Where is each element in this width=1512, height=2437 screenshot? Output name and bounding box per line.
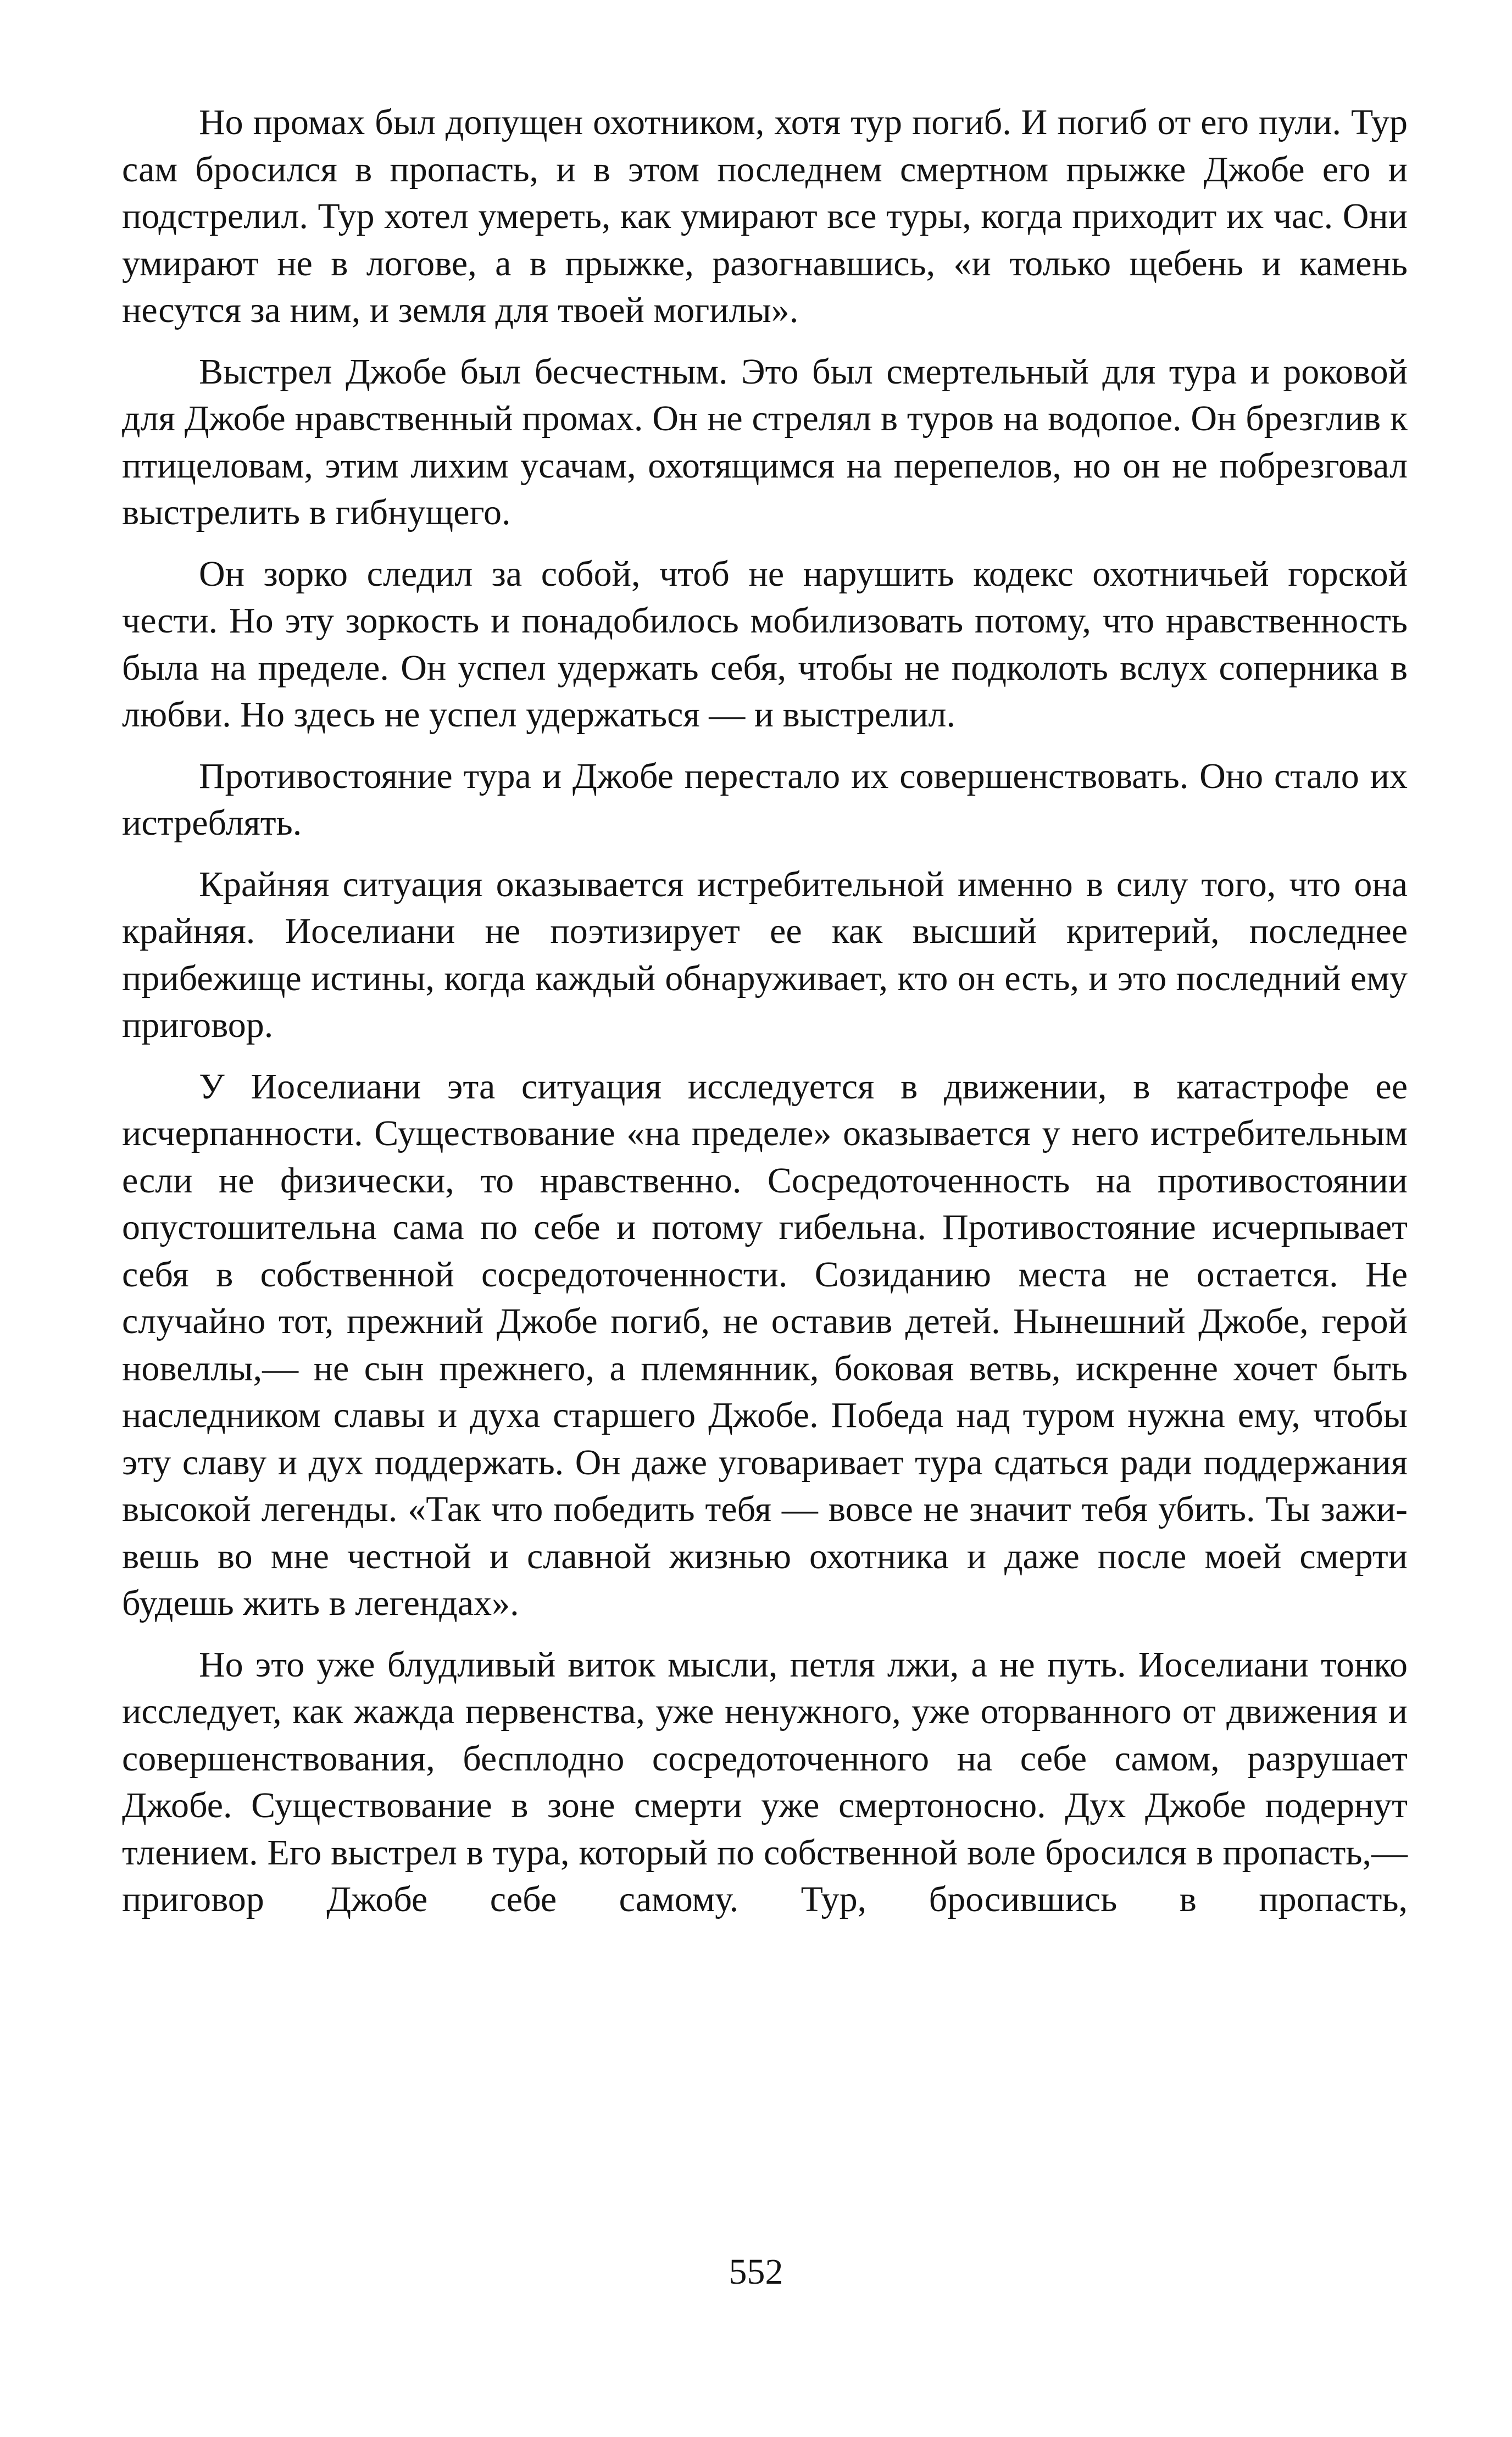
- page-body: [122, 99, 1408, 1938]
- paragraph-2: Выстрел Джобе был бесчестным. Это был смертельный для тура и роковой для Джобе нравственный промах. Он не стрелял в туров на водопое. Он брезглив к птицеловам, этим лихим усачам, охотящимся на перепелов, но он не побрезговал выстрелить в гибнущего.: [122, 351, 1408, 532]
- paragraph-7: Но это уже блудливый виток мысли, петля лжи, а не путь. Иоселиани тонко исследует, как жажда первенства, уже ненужного, уже оторванного от движения и совершенствования, бесплодно сосредоточенного на себе самом, разрушает Джобе. Существование в зоне смерти уже смертоносно. Дух Джобе подернут тлением. Его выстрел в тура, который по собственной воле бросился в пропасть,— приговор Джобе себе самому. Тур, бросившись в пропасть,: [122, 1644, 1408, 1919]
- paragraph-4: Противостояние тура и Джобе перестало их совершенствовать. Оно стало их истреблять.: [122, 756, 1408, 843]
- paragraph-3: Он зорко следил за собой, чтоб не нарушить кодекс охотничьей горской чести. Но эту зоркость и понадобилось мобилизовать потому, что нравственность была на пределе. Он успел удержать себя, чтобы не подколоть вслух соперника в любви. Но здесь не успел удержаться — и выстрелил.: [122, 553, 1408, 735]
- page-number: 552: [729, 2252, 783, 2292]
- paragraph-5: Крайняя ситуация оказывается истребительной именно в силу того, что она крайняя. Иоселиани не поэтизирует ее как высший критерий, последнее прибежище истины, когда каждый обнаруживает, кто он есть, и это последний ему приговор.: [122, 864, 1408, 1045]
- paragraph-6: У Иоселиани эта ситуация исследуется в движении, в катастрофе ее исчерпанности. Существование «на пределе» оказывается у него истребительным если не физически, то нравственно. Сосредоточенность на противостоянии опустошительна сама по себе и потому гибельна. Противостояние исчерпывает себя в собственной сосредоточенности. Созиданию места не остается. Не случайно тот, прежний Джобе погиб, не оставив детей. Нынешний Джобе, герой новеллы,— не сын прежнего, а племянник, боковая ветвь, искренне хочет быть наследником славы и духа старшего Джобе. Победа над туром нужна ему, чтобы эту славу и дух поддержать. Он даже уговаривает тура сдаться ради поддержания высокой легенды. «Так что победить тебя — вовсе не значит тебя убить. Ты заживешь во мне честной и славной жизнью охотника и даже после моей смерти будешь жить в легендах».: [122, 1066, 1408, 1623]
- paragraph-1: Но промах был допущен охотником, хотя тур погиб. И погиб от его пули. Тур сам бросился в пропасть, и в этом последнем смертном прыжке Джобе его и подстрелил. Тур хотел умереть, как умирают все туры, когда приходит их час. Они умирают не в логове, а в прыжке, разогнавшись, «и только щебень и камень несутся за ним, и земля для твоей могилы».: [122, 102, 1408, 330]
